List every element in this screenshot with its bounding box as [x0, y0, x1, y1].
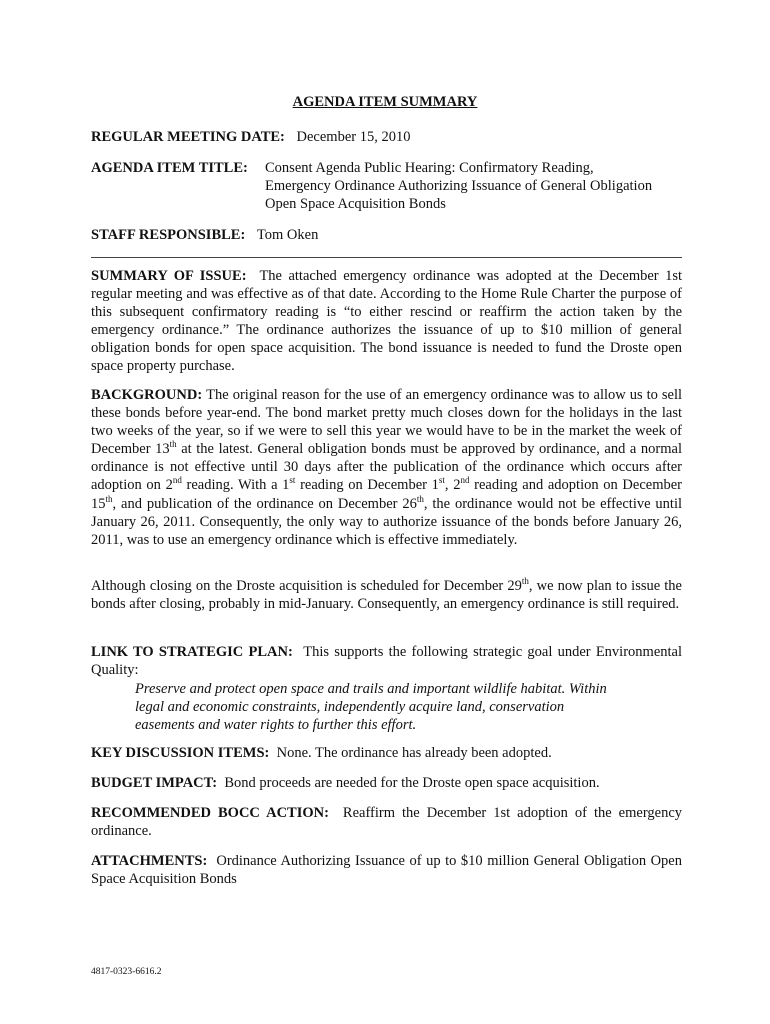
- strategic-text: This supports the following strategic goal under Environmental Quality:: [91, 644, 682, 679]
- background-text: at the latest. General obligation bonds must be approved by ordinance, and a normal ordinance is not effective until 30 days after the publication of the ordinance which occurs after adoption on 2: [91, 441, 682, 494]
- strategic-paragraph: [91, 643, 682, 679]
- background-text: The original reason for the use of an emergency ordinance was to allow us to sell these bonds before year-end. The bond market pretty much closes down for the holidays in the last two weeks of the year, so if we were to sell this year we would have to be in the market the week of December 13: [91, 387, 683, 458]
- attachments-text: Ordinance Authorizing Issuance of up to $10 million General Obligation Open Space Acquisition Bonds: [91, 853, 682, 888]
- discussion-text: None. The ordinance has already been adopted.: [276, 745, 552, 761]
- superscript: th: [416, 493, 424, 504]
- closing-text: Although closing on the Droste acquisition is scheduled for December 29: [91, 578, 522, 594]
- superscript: th: [521, 576, 529, 586]
- superscript: st: [289, 475, 296, 486]
- summary-paragraph: [91, 267, 682, 376]
- budget-text: Bond proceeds are needed for the Droste open space acquisition.: [224, 775, 600, 791]
- attachments-paragraph: [91, 852, 682, 888]
- quote-line: Preserve and protect open space and trails and important wildlife habitat. Within: [135, 681, 607, 697]
- meeting-date-label: REGULAR MEETING DATE:: [91, 129, 285, 145]
- action-paragraph: [91, 804, 682, 840]
- background-label: BACKGROUND:: [91, 387, 203, 403]
- strategic-label: LINK TO STRATEGIC PLAN:: [91, 644, 293, 660]
- meeting-date-value: December 15, 2010: [296, 129, 411, 145]
- closing-paragraph: [91, 577, 682, 613]
- superscript: nd: [172, 475, 182, 486]
- background-paragraph: [91, 386, 682, 549]
- superscript: st: [438, 475, 445, 486]
- summary-label: SUMMARY OF ISSUE:: [91, 268, 247, 284]
- background-text: reading and adoption on December 15: [91, 477, 682, 512]
- superscript: th: [105, 493, 113, 504]
- summary-text: The attached emergency ordinance was adopted at the December 1st regular meeting and was effective as of that date. According to the Home Rule Charter the purpose of this subsequent confirmatory reading is “to either rescind or reaffirm the action taken by the emergency ordinance.” The ordinance authorizes the issuance of up to $10 million of general obligation bonds for open space acquisition. The bond issuance is needed to fund the Droste open space property purchase.: [91, 268, 683, 375]
- attachments-label: ATTACHMENTS:: [91, 853, 208, 869]
- background-text: , and publication of the ordinance on December 26: [112, 495, 417, 512]
- closing-text: , we now plan to issue the bonds after closing, probably in mid-January. Consequently, an emergency ordinance is still required.: [91, 578, 682, 613]
- agenda-title-line: Open Space Acquisition Bonds: [265, 196, 446, 212]
- superscript: nd: [460, 475, 470, 486]
- agenda-title-line: Emergency Ordinance Authorizing Issuance of General Obligation: [265, 178, 653, 194]
- agenda-title-label-row: [91, 159, 248, 177]
- action-text: Reaffirm the December 1st adoption of the emergency ordinance.: [91, 805, 683, 840]
- agenda-title-value: [265, 159, 652, 213]
- budget-label: BUDGET IMPACT:: [91, 775, 218, 791]
- section-divider: [91, 257, 682, 258]
- quote-line: legal and economic constraints, independently acquire land, conservation: [135, 699, 565, 716]
- action-label: RECOMMENDED BOCC ACTION:: [91, 805, 329, 821]
- budget-paragraph: [91, 774, 682, 792]
- strategic-goal-quote: [135, 680, 675, 734]
- background-text: reading. With a 1: [181, 477, 290, 494]
- agenda-title-line: Consent Agenda Public Hearing: Confirmatory Reading,: [265, 160, 594, 176]
- discussion-paragraph: [91, 744, 682, 762]
- staff-label: STAFF RESPONSIBLE:: [91, 227, 246, 243]
- staff-field: [91, 226, 318, 244]
- document-id-footer: 4817-0323-6616.2: [91, 967, 162, 977]
- agenda-title-label: AGENDA ITEM TITLE:: [91, 160, 248, 176]
- discussion-label: KEY DISCUSSION ITEMS:: [91, 745, 270, 761]
- background-text: reading on December 1: [295, 477, 439, 494]
- background-text: , the ordinance would not be effective until January 26, 2011. Consequently, the only way to authorize issuance of the bonds before January 26, 2011, was to use an emergency ordinance which is effective immediately.: [91, 495, 683, 548]
- background-text: , 2: [444, 477, 461, 494]
- document-title: AGENDA ITEM SUMMARY: [292, 94, 478, 110]
- meeting-date-field: [91, 128, 410, 146]
- superscript: th: [169, 439, 177, 450]
- quote-line: easements and water rights to further this effort.: [135, 717, 417, 734]
- staff-value: Tom Oken: [256, 227, 319, 243]
